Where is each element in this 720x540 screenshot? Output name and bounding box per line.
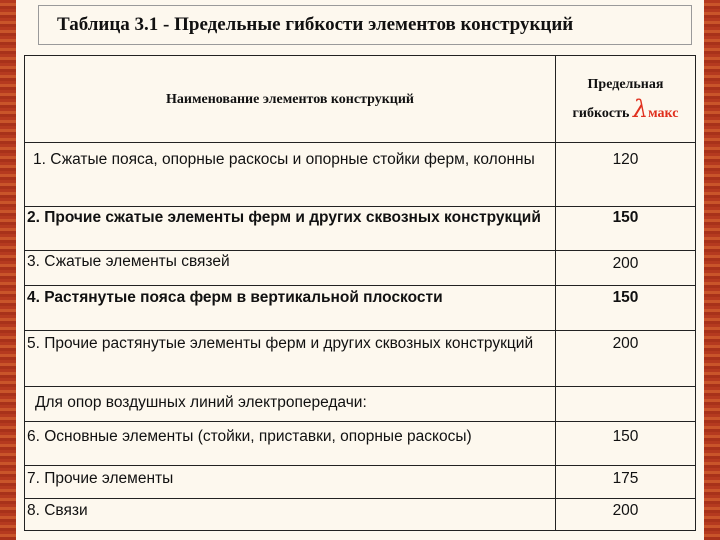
row-7-name: 6. Основные элементы (стойки, приставки, опорные раскосы) [25, 422, 556, 466]
header-name: Наименование элементов конструкций [166, 91, 414, 107]
page-title: Таблица 3.1 - Предельные гибкости элементов конструкций [57, 14, 574, 35]
row-8-value: 175 [556, 466, 696, 499]
row-9-value: 200 [556, 499, 696, 531]
table-row [25, 422, 696, 466]
row-4-name: 4. Растянутые пояса ферм в вертикальной плоскости [25, 286, 556, 331]
lambda-subscript: макс [648, 105, 679, 121]
table-row [25, 286, 696, 331]
row-8-name: 7. Прочие элементы [25, 466, 556, 499]
row-2-name: 2. Прочие сжатые элементы ферм и других сквозных конструкций [25, 207, 556, 251]
table-row [25, 499, 696, 531]
table-row [25, 251, 696, 286]
row-2-value: 150 [556, 207, 696, 251]
header-name-cell [25, 56, 556, 143]
row-3-name: 3. Сжатые элементы связей [25, 251, 556, 286]
table-row [25, 143, 696, 207]
header-value-cell [556, 56, 696, 143]
table-row [25, 331, 696, 387]
row-4-value: 150 [556, 286, 696, 331]
table-row [25, 466, 696, 499]
decorative-frame-right [704, 0, 720, 540]
header-value-line2: гибкость [572, 105, 630, 121]
decorative-frame-left [0, 0, 16, 540]
row-3-value: 200 [556, 251, 696, 286]
row-1-value: 120 [556, 143, 696, 207]
row-9-name: 8. Связи [25, 499, 556, 531]
row-1-name: 1. Сжатые пояса, опорные раскосы и опорные стойки ферм, колонны [25, 143, 556, 207]
table-header-row [25, 56, 696, 143]
row-5-name: 5. Прочие растянутые элементы ферм и других сквозных конструкций [25, 331, 556, 387]
table-row [25, 387, 696, 422]
title-box [38, 5, 692, 45]
table-row [25, 207, 696, 251]
slenderness-table [24, 55, 696, 531]
lambda-symbol: λ [632, 94, 649, 123]
row-6-value [556, 387, 696, 422]
row-7-value: 150 [556, 422, 696, 466]
row-5-value: 200 [556, 331, 696, 387]
row-6-name: Для опор воздушных линий электропередачи: [25, 387, 556, 422]
header-value-line1: Предельная [587, 76, 664, 92]
